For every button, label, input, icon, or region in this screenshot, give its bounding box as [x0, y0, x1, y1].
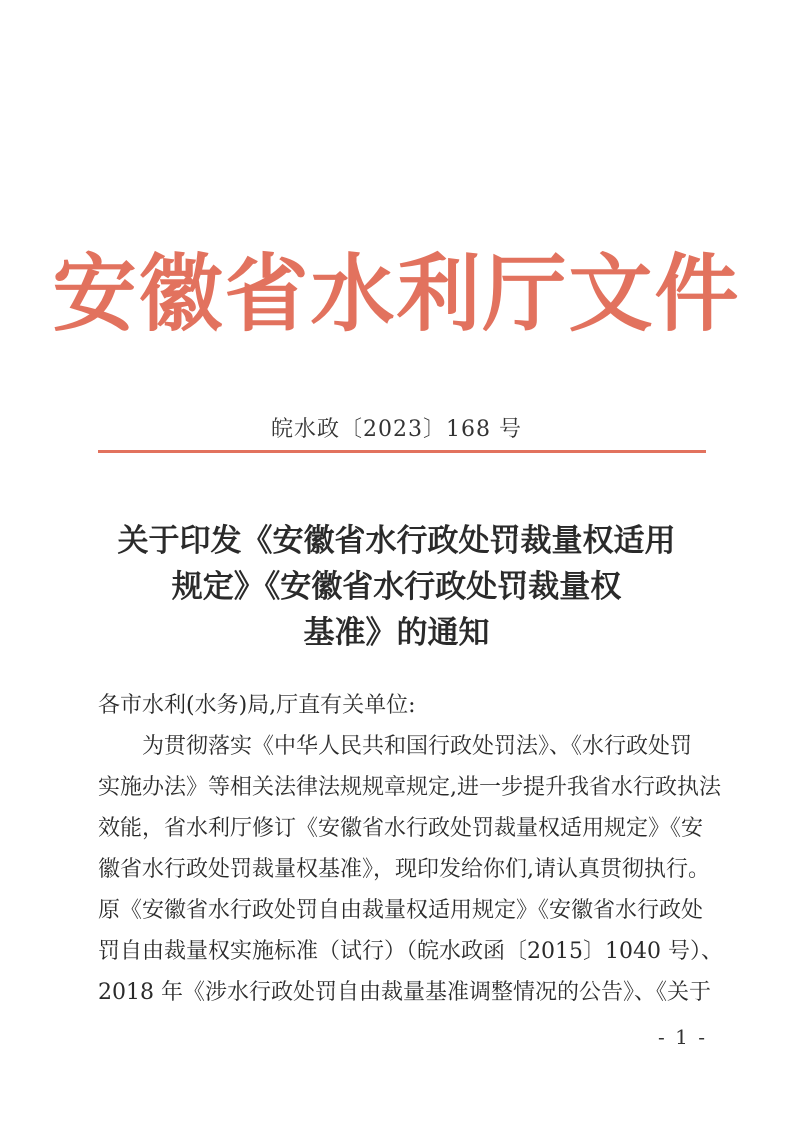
- body-line: 实施办法》等相关法律法规规章规定,进一步提升我省水行政执法: [98, 775, 721, 800]
- body-line: 徽省水行政处罚裁量权基准》，现印发给你们,请认真贯彻执行。: [98, 857, 710, 882]
- body-line: 原《安徽省水行政处罚自由裁量权适用规定》《安徽省水行政处: [98, 898, 704, 923]
- document-number: 皖水政〔2023〕168 号: [271, 417, 522, 442]
- notice-title-line: 基准》的通知: [303, 615, 490, 651]
- page-number: - 1 -: [658, 1025, 707, 1049]
- notice-title-line: 关于印发《安徽省水行政处罚裁量权适用: [117, 523, 676, 559]
- body-line: 2018 年《涉水行政处罚自由裁量基准调整情况的公告》、《关于: [98, 980, 711, 1005]
- body-line: 效能，省水利厅修订《安徽省水行政处罚裁量权适用规定》《安: [98, 816, 704, 841]
- body-line: 罚自由裁量权实施标准（试行）（皖水政函〔2015〕1040 号）、: [98, 939, 723, 964]
- red-divider-line: [98, 450, 706, 453]
- notice-title-line: 规定》《安徽省水行政处罚裁量权: [171, 569, 622, 605]
- addressee-line: 各市水利(水务)局,厅直有关单位:: [98, 693, 416, 718]
- body-line: 为贯彻落实《中华人民共和国行政处罚法》、《水行政处罚: [142, 734, 693, 759]
- notice-title: [0, 518, 793, 656]
- body-paragraph: [98, 726, 723, 1013]
- document-masthead: 安徽省水利厅文件: [52, 244, 741, 343]
